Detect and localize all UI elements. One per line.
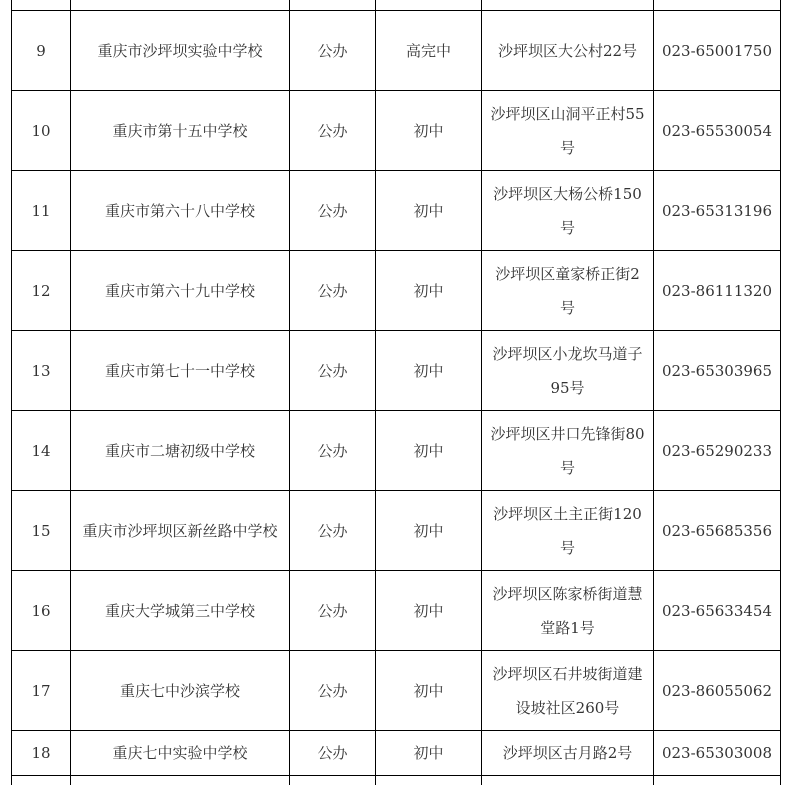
school-level: 初中 bbox=[376, 651, 482, 731]
school-name: 重庆市第六十九中学校 bbox=[71, 251, 290, 331]
table-row bbox=[12, 251, 781, 331]
table-row bbox=[12, 491, 781, 571]
table-row bbox=[12, 571, 781, 651]
school-address: 沙坪坝区童家桥正街2号 bbox=[482, 251, 654, 331]
school-name: 重庆大学城第三中学校 bbox=[71, 571, 290, 651]
school-phone: 023-65685356 bbox=[654, 491, 781, 571]
school-phone: 023-65001750 bbox=[654, 11, 781, 91]
school-type: 公办 bbox=[290, 171, 376, 251]
row-number: 11 bbox=[12, 171, 71, 251]
row-number: 18 bbox=[12, 731, 71, 776]
school-type: 公办 bbox=[290, 411, 376, 491]
table-row bbox=[12, 731, 781, 776]
school-address: 沙坪坝区陈家桥街道慧堂路1号 bbox=[482, 571, 654, 651]
school-level: 初中 bbox=[376, 251, 482, 331]
school-name: 重庆七中实验中学校 bbox=[71, 731, 290, 776]
school-name: 重庆市第十五中学校 bbox=[71, 91, 290, 171]
school-type: 公办 bbox=[290, 91, 376, 171]
school-phone: 023-65303965 bbox=[654, 331, 781, 411]
table-row bbox=[12, 11, 781, 91]
school-name: 重庆市沙坪坝区新丝路中学校 bbox=[71, 491, 290, 571]
row-number: 14 bbox=[12, 411, 71, 491]
school-name: 重庆市二塘初级中学校 bbox=[71, 411, 290, 491]
school-level: 初中 bbox=[376, 731, 482, 776]
row-number: 15 bbox=[12, 491, 71, 571]
school-level: 高完中 bbox=[376, 11, 482, 91]
row-number: 13 bbox=[12, 331, 71, 411]
school-level: 初中 bbox=[376, 411, 482, 491]
school-phone: 023-86055062 bbox=[654, 651, 781, 731]
school-type: 公办 bbox=[290, 571, 376, 651]
school-level: 初中 bbox=[376, 491, 482, 571]
school-level: 初中 bbox=[376, 171, 482, 251]
school-level: 初中 bbox=[376, 571, 482, 651]
school-address: 沙坪坝区大公村22号 bbox=[482, 11, 654, 91]
table-row bbox=[12, 651, 781, 731]
school-name: 重庆市第七十一中学校 bbox=[71, 331, 290, 411]
school-level: 初中 bbox=[376, 331, 482, 411]
school-name: 重庆市沙坪坝实验中学校 bbox=[71, 11, 290, 91]
table-row-partial bbox=[12, 0, 781, 11]
school-type: 公办 bbox=[290, 491, 376, 571]
table-row-partial bbox=[12, 776, 781, 785]
school-type: 公办 bbox=[290, 11, 376, 91]
school-level: 初中 bbox=[376, 91, 482, 171]
school-type: 公办 bbox=[290, 331, 376, 411]
school-table bbox=[11, 0, 781, 785]
school-address: 沙坪坝区小龙坎马道子95号 bbox=[482, 331, 654, 411]
row-number: 16 bbox=[12, 571, 71, 651]
row-number: 17 bbox=[12, 651, 71, 731]
row-number: 12 bbox=[12, 251, 71, 331]
school-phone: 023-86111320 bbox=[654, 251, 781, 331]
school-address: 沙坪坝区井口先锋街80号 bbox=[482, 411, 654, 491]
school-phone: 023-65290233 bbox=[654, 411, 781, 491]
school-phone: 023-65633454 bbox=[654, 571, 781, 651]
school-type: 公办 bbox=[290, 651, 376, 731]
row-number: 9 bbox=[12, 11, 71, 91]
table-row bbox=[12, 411, 781, 491]
school-address: 沙坪坝区古月路2号 bbox=[482, 731, 654, 776]
school-address: 沙坪坝区大杨公桥150号 bbox=[482, 171, 654, 251]
table-row bbox=[12, 171, 781, 251]
school-name: 重庆市第六十八中学校 bbox=[71, 171, 290, 251]
school-phone: 023-65313196 bbox=[654, 171, 781, 251]
school-type: 公办 bbox=[290, 251, 376, 331]
table-row bbox=[12, 91, 781, 171]
table-row bbox=[12, 331, 781, 411]
school-address: 沙坪坝区石井坡街道建设坡社区260号 bbox=[482, 651, 654, 731]
row-number: 10 bbox=[12, 91, 71, 171]
school-phone: 023-65303008 bbox=[654, 731, 781, 776]
school-address: 沙坪坝区山洞平正村55号 bbox=[482, 91, 654, 171]
school-type: 公办 bbox=[290, 731, 376, 776]
school-name: 重庆七中沙滨学校 bbox=[71, 651, 290, 731]
school-phone: 023-65530054 bbox=[654, 91, 781, 171]
school-address: 沙坪坝区土主正街120号 bbox=[482, 491, 654, 571]
